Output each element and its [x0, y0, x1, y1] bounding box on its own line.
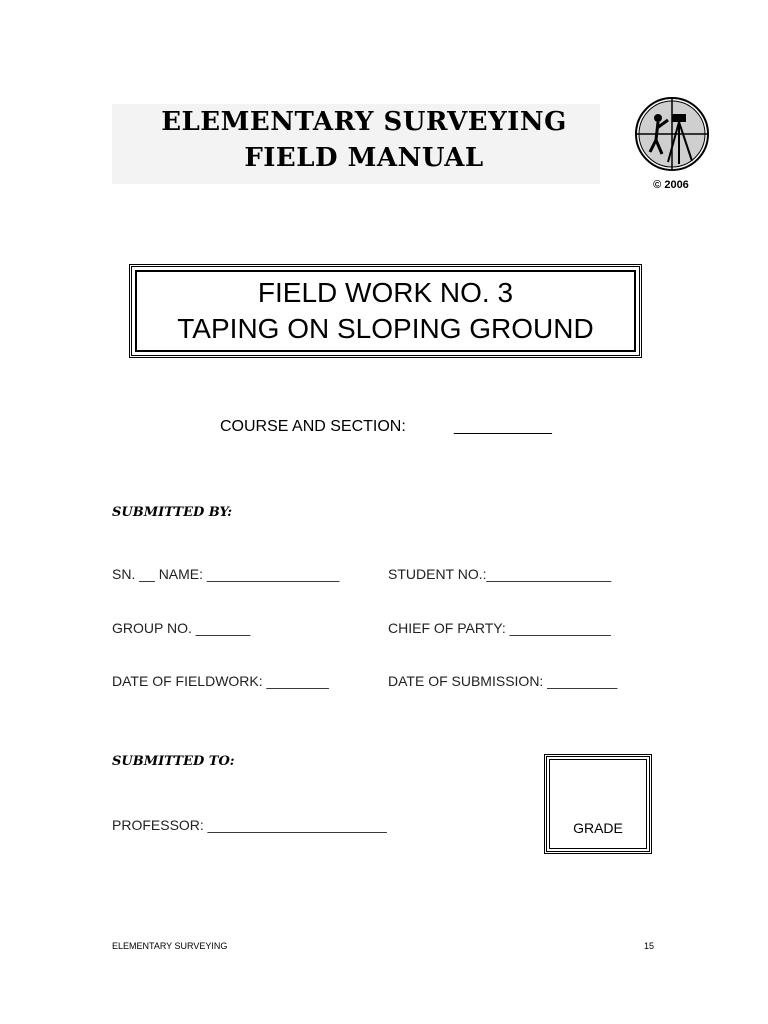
page-number: 15: [644, 941, 655, 951]
chief-of-party-field: CHIEF OF PARTY: _____________: [388, 620, 611, 636]
surveyor-transit-logo-icon: [634, 96, 710, 172]
course-section-label: COURSE AND SECTION:: [220, 418, 406, 435]
title-box: [129, 264, 642, 358]
student-number-field: STUDENT NO.:________________: [388, 566, 612, 582]
copyright-text: © 2006: [653, 179, 689, 191]
footer-title: ELEMENTARY SURVEYING: [112, 941, 228, 951]
professor-field: PROFESSOR: _______________________: [112, 817, 387, 833]
date-of-submission-field: DATE OF SUBMISSION: _________: [388, 673, 618, 689]
manual-title-line1: ELEMENTARY SURVEYING: [161, 107, 567, 137]
grade-label: GRADE: [573, 820, 623, 836]
manual-title: [112, 104, 616, 176]
manual-title-line2: FIELD MANUAL: [244, 143, 484, 173]
submitted-by-heading: SUBMITTED BY:: [112, 505, 233, 520]
course-section-blank: ___________: [454, 418, 552, 435]
group-number-field: GROUP NO. _______: [112, 620, 251, 636]
grade-box: [544, 754, 652, 854]
submitted-to-heading: SUBMITTED TO:: [112, 754, 235, 769]
date-of-fieldwork-field: DATE OF FIELDWORK: ________: [112, 673, 329, 689]
sn-name-field: SN. __ NAME: _________________: [112, 566, 340, 582]
field-work-title: TAPING ON SLOPING GROUND: [177, 313, 594, 344]
field-work-number: FIELD WORK NO. 3: [257, 277, 514, 308]
